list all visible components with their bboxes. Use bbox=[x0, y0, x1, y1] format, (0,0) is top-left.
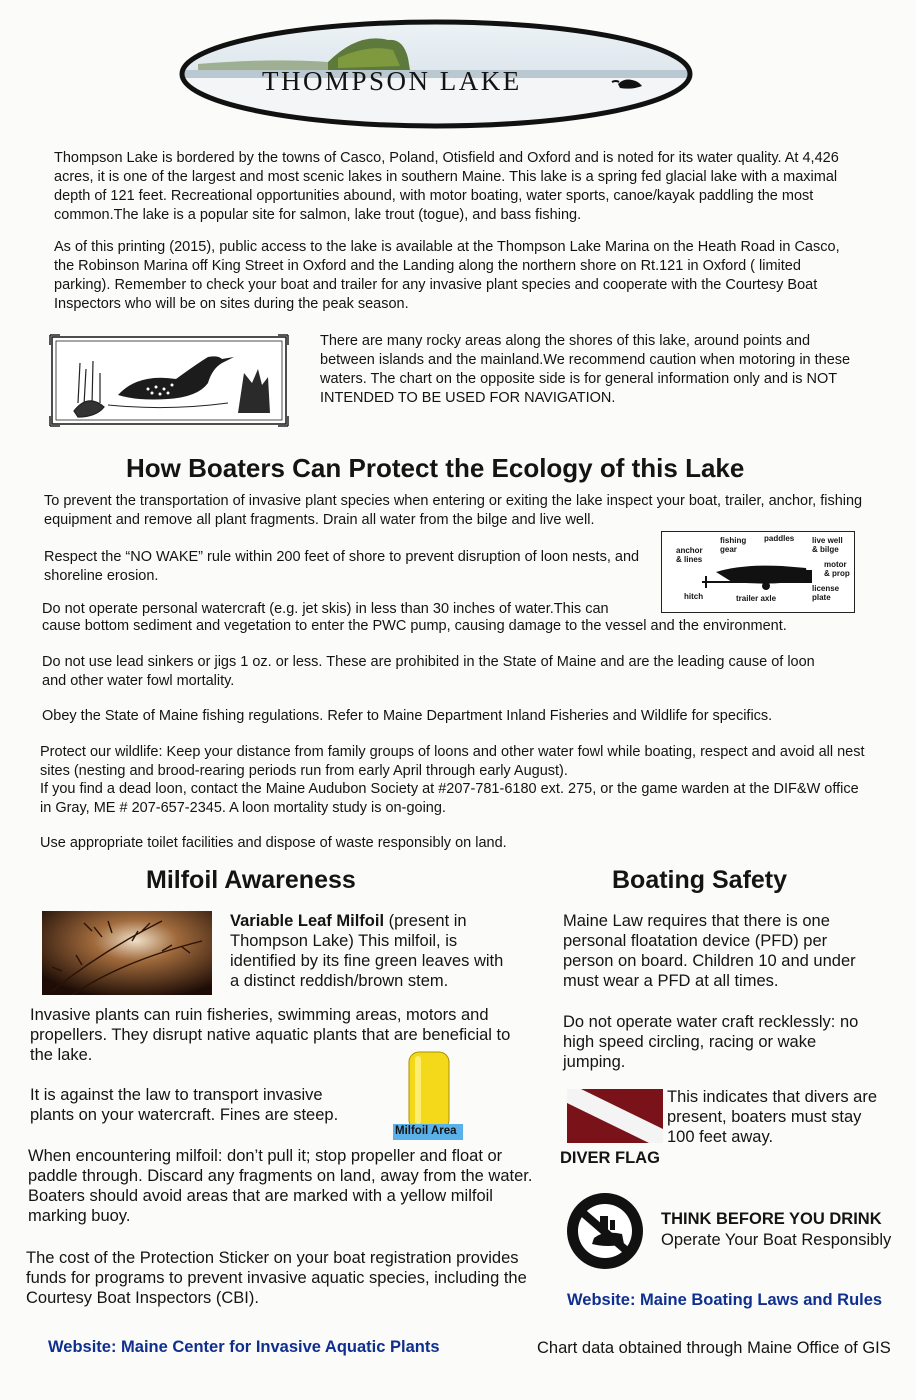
milfoil-buoy-image bbox=[393, 1050, 463, 1145]
diver-flag-text: This indicates that divers are present, boaters must stay 100 feet away. bbox=[667, 1088, 878, 1146]
label-fishing-gear: fishing gear bbox=[720, 536, 747, 554]
wildlife-paragraph: Protect our wildlife: Keep your distance from family groups of loons and other water fowl while boating, respect and avoid all nest sites (nesting and brood-rearing periods run from early April through early August). bbox=[40, 744, 865, 779]
ecology-heading: How Boaters Can Protect the Ecology of this Lake bbox=[126, 453, 745, 483]
buoy-label: Milfoil Area bbox=[395, 1125, 457, 1137]
drink-warning-title: THINK BEFORE YOU DRINK bbox=[661, 1210, 882, 1228]
label-motor: motor & prop bbox=[824, 560, 850, 578]
label-paddles: paddles bbox=[764, 534, 795, 543]
lead-sinker-paragraph: Do not use lead sinkers or jigs 1 oz. or less. These are prohibited in the State of Maine and are the leading cause of loon and other water fowl mortality. bbox=[42, 654, 815, 689]
page-title: THOMPSON LAKE bbox=[262, 66, 522, 96]
intro-paragraph: Thompson Lake is bordered by the towns of Casco, Poland, Otisfield and Oxford and is noted for its water quality. At 4,426 acres, it is one of the largest and most scenic lakes in southern Maine. This lake is a spring fed glacial lake with a maximal depth of 121 feet. Recreational opportunities abound, with motor boating, water sports, canoe/kayak paddling the most common.The lake is a popular site for salmon, lake trout (togue), and bass fishing. bbox=[54, 150, 839, 223]
label-license-plate: license plate bbox=[812, 584, 840, 602]
safety-heading: Boating Safety bbox=[612, 866, 788, 894]
loon-illustration bbox=[48, 333, 290, 428]
invasive-plants-website-link[interactable]: Website: Maine Center for Invasive Aquatic Plants bbox=[48, 1338, 440, 1356]
transport-law-paragraph: It is against the law to transport invasive plants on your watercraft. Fines are steep. bbox=[30, 1086, 339, 1124]
no-wake-paragraph: Respect the “NO WAKE” rule within 200 feet of shore to prevent disruption of loon nests, and shoreline erosion. bbox=[44, 549, 640, 584]
milfoil-species-name: Variable Leaf Milfoil bbox=[230, 912, 385, 930]
access-paragraph: As of this printing (2015), public access to the lake is available at the Thompson Lake Marina on the Heath Road in Casco, the Robinson Marina off King Street in Oxford and the Landing along the northern shore on Rt.121 in Oxford ( limited parking). Remember to check your boat and trailer for any invasive plant species and cooperate with the Courtesy Boat Inspectors who will be on sites during the peak season. bbox=[54, 239, 840, 312]
milfoil-heading: Milfoil Awareness bbox=[146, 866, 356, 894]
dead-loon-paragraph: If you find a dead loon, contact the Maine Audubon Society at #207-781-6180 ext. 275, or the game warden at the DIF&W office in Gray, ME # 207-657-2345. A loon mortality study is on-going. bbox=[40, 781, 859, 816]
no-drinking-boating-icon bbox=[564, 1190, 646, 1272]
invasive-impact-paragraph: Invasive plants can ruin fisheries, swimming areas, motors and propellers. They disrupt native aquatic plants that are beneficial to the lake. bbox=[30, 1006, 511, 1064]
encounter-milfoil-paragraph: When encountering milfoil: don’t pull it; stop propeller and float or paddle through. Discard any fragments on land, away from the water. Boaters should avoid areas that are marked with a yellow milfoil marking buoy. bbox=[28, 1147, 533, 1225]
navigation-warning: There are many rocky areas along the shores of this lake, around points and between islands and the mainland.We recommend caution when motoring in these waters. The chart on the opposite side is for general information only and is NOT INTENDED TO BE USED FOR NAVIGATION. bbox=[320, 333, 851, 406]
yellow-buoy-icon bbox=[407, 1050, 451, 1132]
fishing-regulations-paragraph: Obey the State of Maine fishing regulations. Refer to Maine Department Inland Fisheries and Wildlife for specifics. bbox=[42, 708, 773, 724]
pwc-paragraph-line1: Do not operate personal watercraft (e.g. jet skis) in less than 30 inches of water.This can bbox=[42, 601, 609, 617]
toilet-paragraph: Use appropriate toilet facilities and dispose of waste responsibly on land. bbox=[40, 835, 507, 851]
pfd-paragraph: Maine Law requires that there is one personal floatation device (PFD) per person on board. Children 10 and under must wear a PFD at all times. bbox=[563, 912, 856, 990]
label-hitch: hitch bbox=[684, 592, 704, 601]
label-live-well: live well & bilge bbox=[812, 536, 843, 554]
diver-flag-caption: DIVER FLAG bbox=[560, 1149, 660, 1167]
diver-flag-icon bbox=[567, 1089, 663, 1143]
boating-laws-website-link[interactable]: Website: Maine Boating Laws and Rules bbox=[567, 1291, 883, 1309]
pwc-paragraph-line2: cause bottom sediment and vegetation to enter the PWC pump, causing damage to the vessel and the environment. bbox=[42, 618, 787, 634]
label-trailer-axle: trailer axle bbox=[736, 594, 777, 603]
boat-trailer-icon bbox=[702, 560, 822, 594]
milfoil-photo bbox=[42, 911, 212, 995]
milfoil-species-details: (present in Thompson Lake) This milfoil, is identified by its fine green leaves with a distinct reddish/brown stem. bbox=[230, 912, 504, 990]
chart-data-credit: Chart data obtained through Maine Office of GIS bbox=[537, 1339, 891, 1357]
drink-warning-subtitle: Operate Your Boat Responsibly bbox=[661, 1231, 892, 1249]
boat-inspection-diagram bbox=[661, 531, 855, 613]
milfoil-description bbox=[230, 911, 510, 991]
reckless-paragraph: Do not operate water craft recklessly: no high speed circling, racing or wake jumping. bbox=[563, 1013, 859, 1071]
label-anchor: anchor & lines bbox=[676, 546, 703, 564]
protection-sticker-paragraph: The cost of the Protection Sticker on your boat registration provides funds for programs to prevent invasive aquatic species, including the Courtesy Boat Inspectors (CBI). bbox=[26, 1249, 527, 1307]
inspect-paragraph: To prevent the transportation of invasive plant species when entering or exiting the lake inspect your boat, trailer, anchor, fishing equipment and remove all plant fragments. Drain all water from the bilge and live well. bbox=[44, 493, 863, 528]
